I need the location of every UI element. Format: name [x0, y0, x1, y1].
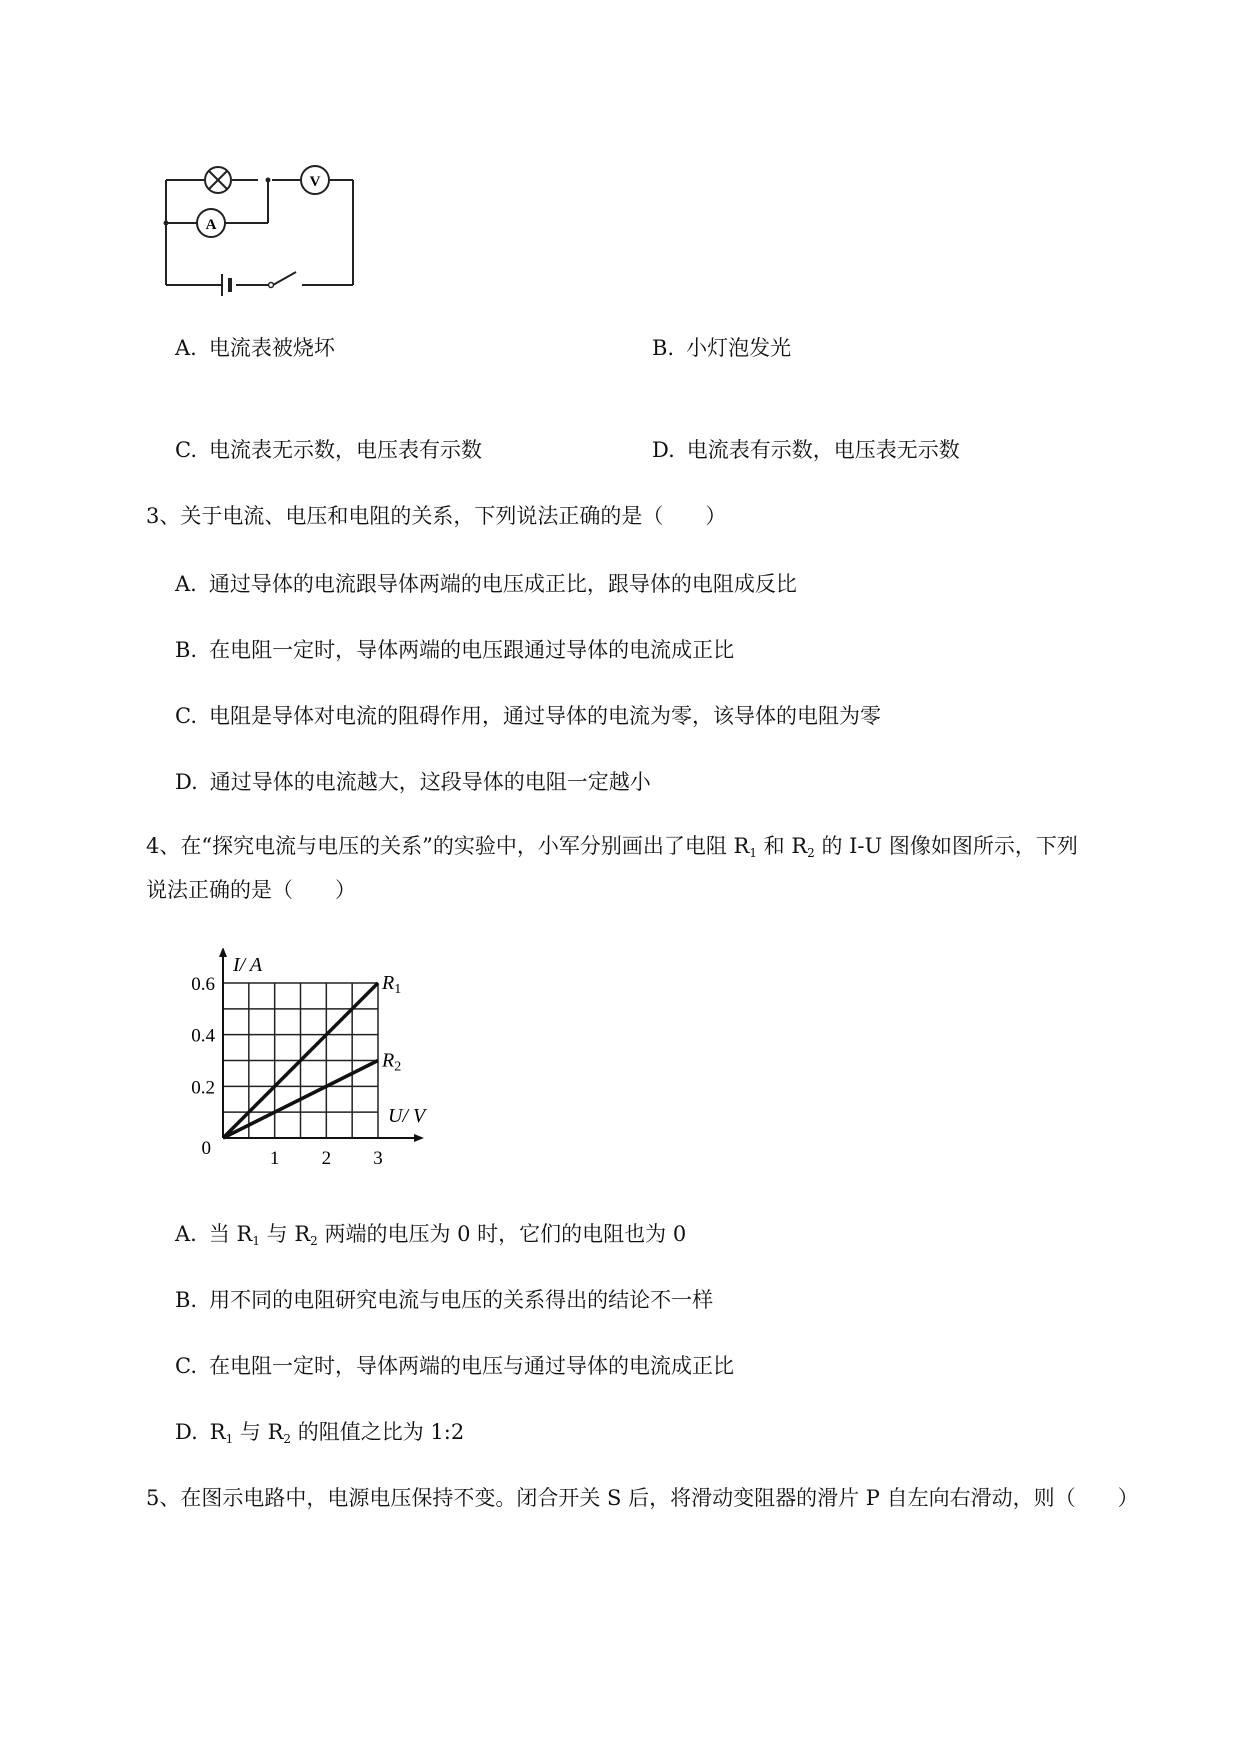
q4-option-d: D. $R_1$ 与 $R_2$ 的阻值之比为 1:2 [175, 1420, 465, 1446]
q2-option-a: A. 电流表被烧坏 [175, 336, 335, 360]
x-tick-label: 3 [373, 1148, 383, 1169]
q5-stem: 5、在图示电路中，电源电压保持不变。闭合开关 S 后，将滑动变阻器的滑片 P 自左向右滑动，则（ ） [146, 1486, 1139, 1510]
q4-option-a: A. 当 $R_1$ 与 $R_2$ 两端的电压为 0 时，它们的电阻也为 0 [175, 1222, 687, 1248]
q4-option-c: C. 在电阻一定时，导体两端的电压与通过导体的电流成正比 [175, 1354, 734, 1378]
x-axis-label: U/ V [388, 1105, 426, 1127]
q3-option-b: B. 在电阻一定时，导体两端的电压跟通过导体的电流成正比 [175, 638, 735, 662]
y-tick-label: 0.4 [191, 1025, 215, 1047]
x-axis-arrow [414, 1134, 424, 1142]
q4-stem-line1: 4、在“探究电流与电压的关系”的实验中，小军分别画出了电阻 $R_1$ 和 $R_2$ 的 I-U 图像如图所示，下列 [146, 834, 1078, 860]
series-label-r2: $R_2$ [382, 1049, 402, 1075]
q3-option-d: D. 通过导体的电流越大，这段导体的电阻一定越小 [175, 770, 651, 794]
y-tick-label: 0.2 [191, 1077, 215, 1099]
y-axis-label: I/ A [233, 954, 263, 976]
battery-symbol [222, 274, 230, 296]
q4-option-b: B. 用不同的电阻研究电流与电压的关系得出的结论不一样 [175, 1288, 714, 1312]
y-tick-label: 0.6 [191, 974, 215, 995]
x-tick-label: 2 [321, 1148, 332, 1169]
q3-option-c: C. 电阻是导体对电流的阻碍作用，通过导体的电流为零，该导体的电阻为零 [175, 704, 881, 728]
x-tick-label: 1 [269, 1148, 280, 1169]
q4-iu-graph [170, 948, 450, 1173]
lamp-symbol [205, 167, 231, 193]
ammeter-label: A [205, 217, 217, 233]
series-label-r1: $R_1$ [382, 972, 402, 997]
q2-option-b: B. 小灯泡发光 [652, 336, 792, 360]
q2-option-d: D. 电流表有示数，电压表无示数 [652, 438, 960, 462]
q3-stem: 3、关于电流、电压和电阻的关系，下列说法正确的是（ ） [146, 504, 727, 528]
q2-option-c: C. 电流表无示数，电压表有示数 [175, 438, 482, 462]
voltmeter-label: V [309, 174, 321, 190]
y-axis-arrow [219, 948, 227, 957]
q3-option-a: A. 通过导体的电流跟导体两端的电压成正比，跟导体的电阻成反比 [175, 572, 797, 596]
q2-circuit-diagram [160, 160, 400, 310]
ammeter-symbol [197, 209, 225, 237]
q4-stem-line2: 说法正确的是（ ） [146, 878, 356, 902]
switch-symbol [269, 283, 274, 288]
voltmeter-symbol [301, 166, 329, 194]
origin-label: 0 [201, 1138, 211, 1159]
